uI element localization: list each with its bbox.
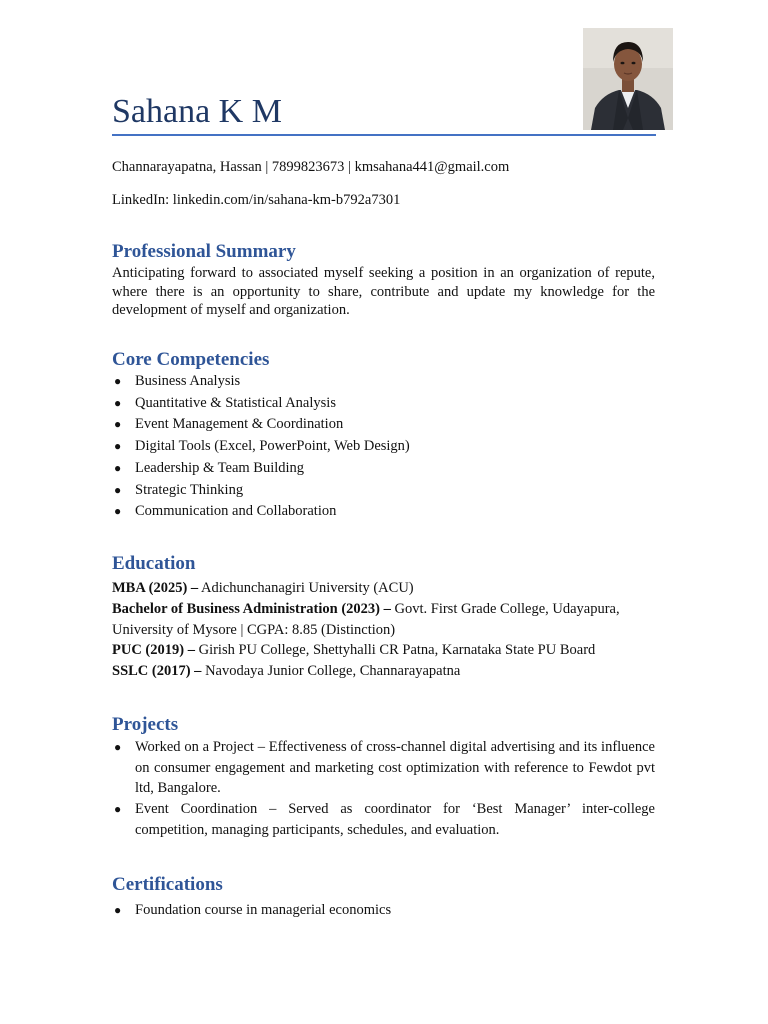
bullet-icon: ● (114, 374, 122, 388)
education-entry: MBA (2025) – Adichunchanagiri University (ACU) (112, 580, 414, 596)
list-item: ● Communication and Collaboration (112, 501, 655, 523)
profile-photo (583, 28, 673, 130)
education-list (112, 578, 655, 682)
list-item: ● Foundation course in managerial economics (114, 902, 392, 918)
list-item: ● Event Coordination – Served as coordinator for ‘Best Manager’ inter-college competition, managing participants, schedules, and evaluation. (114, 801, 655, 838)
education-entry: SSLC (2017) – Navodaya Junior College, Channarayapatna (112, 663, 461, 680)
bullet-icon: ● (114, 439, 122, 454)
bullet-icon: ● (114, 903, 122, 917)
list-item: ● Leadership & Team Building (112, 458, 655, 480)
competencies-list (112, 371, 655, 523)
candidate-name: Sahana K M (112, 93, 282, 130)
bullet-icon: ● (114, 417, 122, 432)
profile-photo-image (583, 28, 673, 130)
summary-heading: Professional Summary (112, 241, 296, 262)
list-item: ● Business Analysis (112, 371, 655, 393)
bullet-icon: ● (114, 395, 122, 410)
bullet-icon: ● (114, 460, 122, 475)
bullet-icon: ● (114, 482, 122, 497)
bullet-icon: ● (114, 802, 122, 817)
list-item: ● Strategic Thinking (112, 480, 655, 502)
projects-list (112, 737, 655, 841)
certifications-heading: Certifications (112, 874, 223, 895)
summary-text: Anticipating forward to associated myself seeking a position in an organization of repute, where there is an opportunity to share, contribute and update my knowledge for the development of myself and organization. (112, 265, 655, 318)
education-heading: Education (112, 553, 196, 574)
certifications-list (112, 900, 655, 920)
education-entry: PUC (2019) – Girish PU College, Shettyhalli CR Patna, Karnataka State PU Board (112, 642, 596, 659)
linkedin-line: LinkedIn: linkedin.com/in/sahana-km-b792a7301 (112, 192, 401, 208)
bullet-icon: ● (114, 504, 122, 519)
competencies-heading: Core Competencies (112, 349, 270, 370)
list-item: ● Event Management & Coordination (112, 414, 655, 436)
list-item: ● Digital Tools (Excel, PowerPoint, Web Design) (112, 436, 655, 458)
header-divider (112, 134, 656, 136)
contact-line: Channarayapatna, Hassan | 7899823673 | kmsahana441@gmail.com (112, 159, 510, 175)
list-item: ● Quantitative & Statistical Analysis (112, 393, 655, 415)
education-entry: Bachelor of Business Administration (2023) – Govt. First Grade College, Udayapura, University of Mysore | CGPA: 8.85 (Distinction) (112, 600, 620, 638)
bullet-icon: ● (114, 740, 122, 754)
list-item: ● Worked on a Project – Effectiveness of cross-channel digital advertising and its influence on consumer engagement and marketing cost optimization with reference to Fewdot pvt ltd, Bangalore. (114, 739, 655, 797)
projects-heading: Projects (112, 714, 179, 735)
